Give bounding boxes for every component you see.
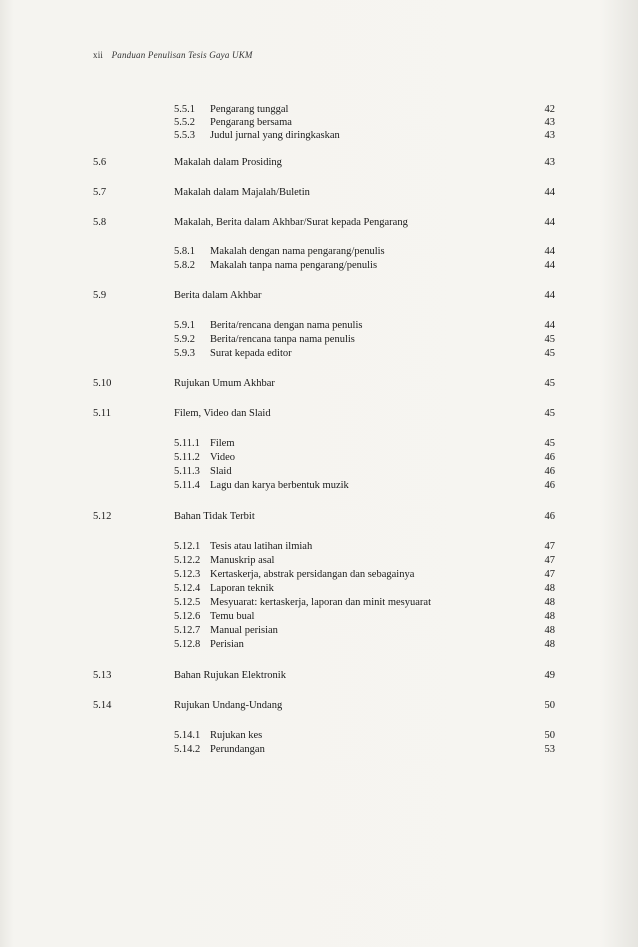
- toc-entry-page: 48: [544, 611, 555, 622]
- toc-entry-title: Bahan Tidak Terbit: [174, 511, 255, 522]
- toc-entry-number: 5.12.4: [174, 583, 201, 594]
- toc-entry-title: Mesyuarat: kertaskerja, laporan dan minit mesyuarat: [210, 597, 432, 608]
- toc-section-entry: [93, 700, 283, 712]
- toc-entry-page: 50: [544, 730, 555, 741]
- toc-entry-title: Perundangan: [210, 744, 265, 755]
- toc-entry-title: Judul jurnal yang diringkaskan: [210, 130, 340, 141]
- toc-entry-title: Temu bual: [210, 611, 255, 622]
- toc-entry-page: 45: [544, 438, 555, 449]
- toc-entry-number: 5.14.1: [174, 730, 201, 741]
- toc-subsection-entry: [174, 452, 235, 464]
- toc-entry-number: 5.12.8: [174, 639, 201, 650]
- toc-entry-title: Berita/rencana tanpa nama penulis: [210, 334, 355, 345]
- toc-subsection-entry: [174, 246, 385, 258]
- toc-entry-number: 5.12.1: [174, 541, 201, 552]
- toc-entry-number: 5.11.3: [174, 466, 200, 477]
- toc-entry-title: Bahan Rujukan Elektronik: [174, 670, 286, 681]
- toc-entry-page: 46: [544, 466, 555, 477]
- toc-entry-number: 5.10: [93, 378, 112, 389]
- toc-entry-title: Surat kepada editor: [210, 348, 292, 359]
- toc-entry-title: Pengarang bersama: [210, 117, 292, 128]
- toc-entry-page: 47: [544, 541, 555, 552]
- toc-entry-page: 44: [544, 187, 555, 198]
- toc-entry-page: 44: [544, 290, 555, 301]
- toc-subsection-entry: [174, 597, 431, 609]
- header-running-title: Panduan Penulisan Tesis Gaya UKM: [111, 50, 253, 60]
- toc-entry-number: 5.8.2: [174, 260, 195, 271]
- toc-entry-title: Makalah dengan nama pengarang/penulis: [210, 246, 385, 257]
- toc-subsection-entry: [174, 260, 377, 272]
- toc-entry-title: Laporan teknik: [210, 583, 274, 594]
- toc-entry-page: 44: [544, 217, 555, 228]
- toc-entry-number: 5.7: [93, 187, 107, 198]
- toc-entry-number: 5.9.3: [174, 348, 195, 359]
- toc-subsection-entry: [174, 130, 340, 142]
- toc-entry-title: Makalah tanpa nama pengarang/penulis: [210, 260, 378, 271]
- toc-entry-page: 48: [544, 597, 555, 608]
- toc-entry-number: 5.12: [93, 511, 112, 522]
- toc-entry-title: Kertaskerja, abstrak persidangan dan sebagainya: [210, 569, 415, 580]
- toc-subsection-entry: [174, 611, 254, 623]
- toc-entry-title: Tesis atau latihan ilmiah: [210, 541, 313, 552]
- toc-entry-number: 5.5.2: [174, 117, 195, 128]
- toc-entry-title: Manual perisian: [210, 625, 278, 636]
- toc-entry-title: Makalah, Berita dalam Akhbar/Surat kepada Pengarang: [174, 217, 408, 228]
- toc-entry-title: Rujukan kes: [210, 730, 263, 741]
- toc-subsection-entry: [174, 744, 265, 756]
- toc-entry-number: 5.12.5: [174, 597, 201, 608]
- toc-subsection-entry: [174, 730, 262, 742]
- toc-entry-page: 45: [544, 334, 555, 345]
- toc-section-entry: [93, 217, 408, 229]
- toc-entry-page: 44: [544, 260, 555, 271]
- toc-subsection-entry: [174, 541, 312, 553]
- toc-entry-title: Lagu dan karya berbentuk muzik: [210, 480, 349, 491]
- toc-section-entry: [93, 670, 286, 682]
- toc-entry-title: Perisian: [210, 639, 244, 650]
- toc-entry-page: 45: [544, 408, 555, 419]
- toc-entry-page: 43: [544, 157, 555, 168]
- toc-entry-title: Makalah dalam Prosiding: [174, 157, 282, 168]
- toc-section-entry: [93, 157, 282, 169]
- toc-entry-number: 5.12.7: [174, 625, 201, 636]
- toc-entry-page: 48: [544, 625, 555, 636]
- toc-section-entry: [93, 511, 255, 523]
- toc-entry-title: Filem: [210, 438, 235, 449]
- toc-entry-page: 43: [544, 130, 555, 141]
- toc-entry-page: 45: [544, 348, 555, 359]
- toc-entry-number: 5.5.3: [174, 130, 195, 141]
- toc-entry-page: 46: [544, 452, 555, 463]
- toc-entry-page: 53: [544, 744, 555, 755]
- toc-section-entry: [93, 408, 271, 420]
- toc-entry-number: 5.8.1: [174, 246, 195, 257]
- running-header: [93, 50, 253, 60]
- toc-subsection-entry: [174, 639, 244, 651]
- toc-entry-number: 5.14.2: [174, 744, 201, 755]
- toc-subsection-entry: [174, 348, 292, 360]
- toc-entry-number: 5.6: [93, 157, 107, 168]
- toc-entry-page: 47: [544, 555, 555, 566]
- toc-section-entry: [93, 187, 310, 199]
- toc-subsection-entry: [174, 569, 414, 581]
- toc-subsection-entry: [174, 104, 288, 116]
- toc-entry-title: Rujukan Umum Akhbar: [174, 378, 275, 389]
- toc-entry-title: Filem, Video dan Slaid: [174, 408, 271, 419]
- toc-entry-number: 5.11: [93, 408, 111, 419]
- toc-subsection-entry: [174, 320, 362, 332]
- toc-entry-page: 43: [544, 117, 555, 128]
- toc-entry-page: 45: [544, 378, 555, 389]
- header-page-number: xii: [93, 50, 104, 60]
- toc-entry-title: Pengarang tunggal: [210, 104, 289, 115]
- toc-entry-number: 5.13: [93, 670, 112, 681]
- toc-entry-number: 5.12.6: [174, 611, 201, 622]
- toc-entry-number: 5.11.1: [174, 438, 200, 449]
- toc-entry-page: 44: [544, 246, 555, 257]
- toc-entry-title: Berita dalam Akhbar: [174, 290, 262, 301]
- toc-entry-number: 5.8: [93, 217, 107, 228]
- toc-entry-page: 44: [544, 320, 555, 331]
- toc-subsection-entry: [174, 438, 235, 450]
- toc-entry-page: 46: [544, 511, 555, 522]
- toc-entry-number: 5.9.1: [174, 320, 195, 331]
- toc-entry-number: 5.14: [93, 700, 112, 711]
- toc-entry-number: 5.5.1: [174, 104, 195, 115]
- toc-subsection-entry: [174, 117, 292, 129]
- toc-subsection-entry: [174, 480, 349, 492]
- toc-entry-title: Manuskrip asal: [210, 555, 275, 566]
- toc-entry-page: 46: [544, 480, 555, 491]
- toc-entry-number: 5.12.3: [174, 569, 201, 580]
- toc-entry-page: 47: [544, 569, 555, 580]
- toc-entry-title: Rujukan Undang-Undang: [174, 700, 283, 711]
- toc-section-entry: [93, 378, 275, 390]
- toc-entry-number: 5.11.2: [174, 452, 200, 463]
- toc-subsection-entry: [174, 583, 274, 595]
- toc-entry-title: Video: [210, 452, 236, 463]
- toc-subsection-entry: [174, 334, 355, 346]
- toc-section-entry: [93, 290, 262, 302]
- toc-entry-page: 42: [544, 104, 555, 115]
- toc-entry-number: 5.12.2: [174, 555, 201, 566]
- toc-entry-number: 5.9: [93, 290, 107, 301]
- toc-entry-page: 48: [544, 639, 555, 650]
- toc-entry-title: Slaid: [210, 466, 232, 477]
- toc-entry-title: Makalah dalam Majalah/Buletin: [174, 187, 310, 198]
- toc-entry-title: Berita/rencana dengan nama penulis: [210, 320, 363, 331]
- toc-subsection-entry: [174, 466, 232, 478]
- toc-subsection-entry: [174, 625, 278, 637]
- toc-entry-page: 48: [544, 583, 555, 594]
- toc-entry-page: 50: [544, 700, 555, 711]
- toc-entry-number: 5.9.2: [174, 334, 195, 345]
- toc-entry-number: 5.11.4: [174, 480, 200, 491]
- toc-entry-page: 49: [544, 670, 555, 681]
- toc-subsection-entry: [174, 555, 274, 567]
